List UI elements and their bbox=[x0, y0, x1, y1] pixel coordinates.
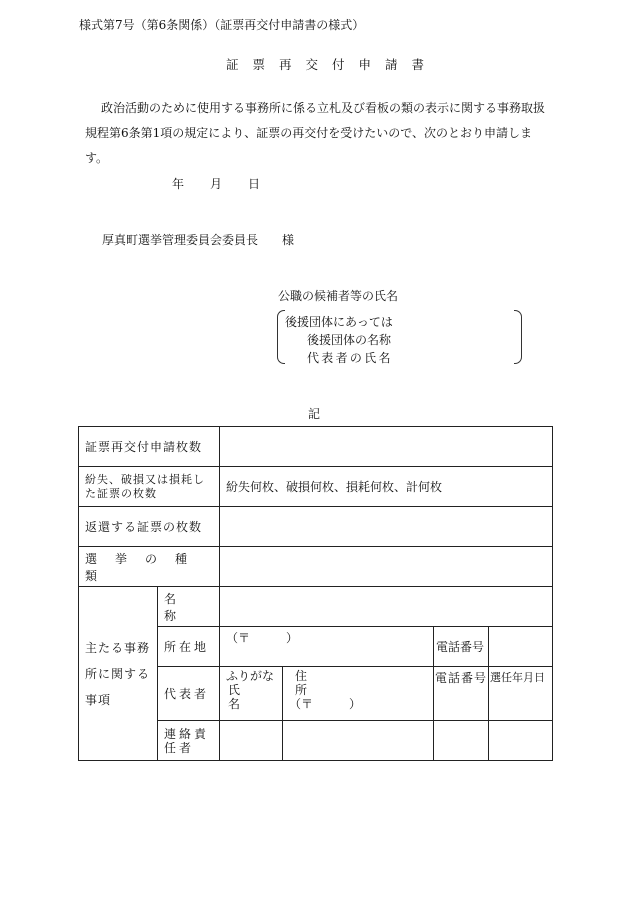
addressee: 厚真町選挙管理委員会委員長 様 bbox=[102, 233, 295, 247]
representative-label: 代表者 bbox=[158, 667, 220, 721]
phone-label: 電話番号 bbox=[434, 627, 489, 667]
contact-phone-value[interactable] bbox=[434, 721, 489, 761]
supporter-line-3: 代表者の氏名 bbox=[307, 351, 393, 365]
contact-address-value[interactable] bbox=[283, 721, 434, 761]
reissue-count-value[interactable] bbox=[220, 427, 553, 467]
ki-heading: 記 bbox=[308, 407, 321, 421]
table-row bbox=[79, 507, 553, 547]
furigana-label: ふりがな bbox=[226, 669, 275, 683]
return-count-value[interactable] bbox=[220, 507, 553, 547]
bracket-right bbox=[514, 310, 522, 364]
election-date-label: 選任年月日 bbox=[489, 667, 553, 721]
office-name-label: 名称 bbox=[158, 587, 220, 627]
office-name-value[interactable] bbox=[220, 587, 553, 627]
date-line bbox=[172, 175, 286, 192]
contact-furigana-value[interactable] bbox=[220, 721, 283, 761]
contact-date-value[interactable] bbox=[489, 721, 553, 761]
candidate-name-label: 公職の候補者等の氏名 bbox=[278, 289, 399, 303]
form-id: 様式第7号（第6条関係）（証票再交付申請書の様式） bbox=[79, 18, 365, 32]
return-count-label: 返還する証票の枚数 bbox=[79, 507, 220, 547]
location-label: 所在地 bbox=[158, 627, 220, 667]
table-row bbox=[79, 427, 553, 467]
date-year: 年 bbox=[172, 177, 185, 191]
lost-count-value[interactable]: 紛失何枚、破損何枚、損耗何枚、計何枚 bbox=[220, 467, 553, 507]
reissue-count-label: 証票再交付申請枚数 bbox=[79, 427, 220, 467]
supporter-line-1: 後援団体にあっては bbox=[285, 315, 393, 329]
lost-count-label: 紛失、破損又は損耗した証票の枚数 bbox=[79, 467, 220, 507]
election-type-label: 選挙の種類 bbox=[79, 547, 220, 587]
table-row bbox=[79, 587, 553, 627]
office-label: 主たる事務所に関する事項 bbox=[79, 587, 158, 761]
rep-phone-label: 電話番号 bbox=[434, 667, 489, 721]
furigana-name-cell bbox=[220, 667, 283, 721]
supporter-line-2: 後援団体の名称 bbox=[307, 333, 392, 347]
rep-postal-code: （〒 ） bbox=[289, 697, 362, 711]
table-row bbox=[79, 467, 553, 507]
document-title: 証票再交付申請書 bbox=[226, 57, 439, 72]
address-label: 住所 bbox=[295, 669, 400, 697]
address-cell[interactable] bbox=[283, 667, 434, 721]
paragraph-text: 政治活動のために使用する事務所に係る立札及び看板の類の表示に関する事務取扱規程第6条第1項の規定により、証票の再交付を受けたいので、次のとおり申請します。 bbox=[85, 101, 546, 165]
postal-code[interactable]: （〒 ） bbox=[220, 627, 434, 667]
application-paragraph bbox=[85, 96, 555, 171]
application-table bbox=[78, 426, 553, 761]
election-type-value[interactable] bbox=[220, 547, 553, 587]
contact-person-label: 連絡責任者 bbox=[158, 721, 220, 761]
date-month: 月 bbox=[210, 177, 223, 191]
shimei-label: 氏名 bbox=[228, 683, 255, 711]
bracket-left bbox=[277, 310, 285, 364]
date-day: 日 bbox=[248, 177, 261, 191]
table-row bbox=[79, 547, 553, 587]
phone-value[interactable] bbox=[489, 627, 553, 667]
